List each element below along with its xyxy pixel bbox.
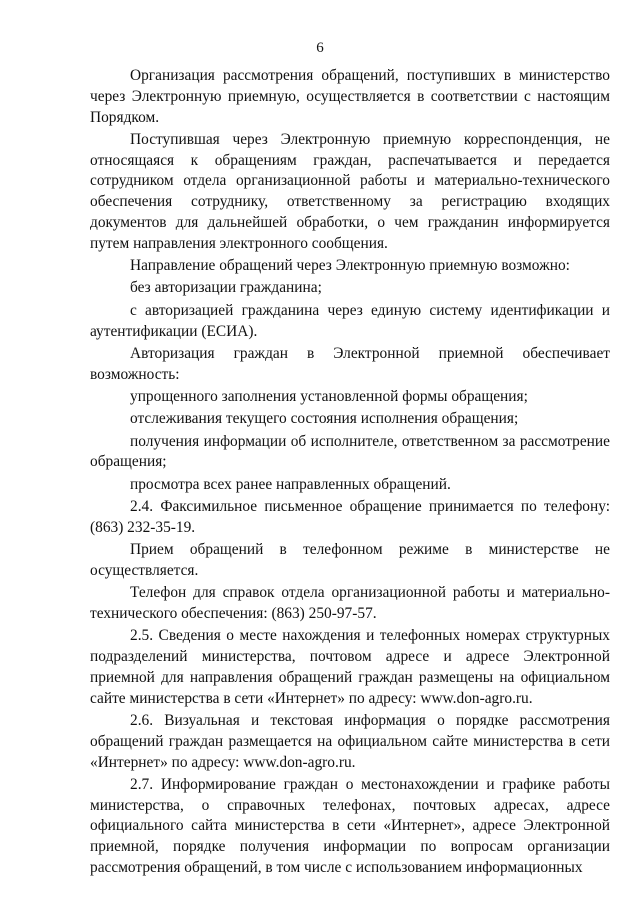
paragraph: Прием обращений в телефонном режиме в министерстве не осуществляется. <box>90 541 610 579</box>
paragraph: Телефон для справок отдела организационной работы и материально-технического обеспечения: (863) 250-97-57. <box>90 584 610 622</box>
list-item: с авторизацией гражданина через единую систему идентификации и аутентификации (ЕСИА). <box>90 301 610 340</box>
paragraph: 2.7. Информирование граждан о местонахождении и графике работы министерства, о справочных телефонах, почтовых адресах, адресе официального сайта министерства в сети «Интернет», адресе Электронной приемной, порядке получения информации по вопросам организации рассмотрения обращений, в том числе с использованием информационных <box>90 775 610 876</box>
paragraph: 2.6. Визуальная и текстовая информация о порядке рассмотрения обращений граждан размещается на официальном сайте министерства в сети «Интернет» по адресу: www.don-agro.ru. <box>90 711 610 771</box>
document-body <box>90 66 610 879</box>
paragraph: Авторизация граждан в Электронной приемной обеспечивает возможность: <box>90 344 610 383</box>
list-item: получения информации об исполнителе, ответственном за рассмотрение обращения; <box>90 432 610 471</box>
page-number: 6 <box>316 40 324 56</box>
list-item: без авторизации гражданина; <box>130 279 322 297</box>
paragraph: 2.5. Сведения о месте нахождения и телефонных номерах структурных подразделений министерства, почтовом адресе и адресе Электронной приемной для направления обращений граждан размещены на официальном сайте министерства в сети «Интернет» по адресу: www.don-agro.ru. <box>90 627 610 707</box>
paragraph: Направление обращений через Электронную приемную возможно: <box>130 257 570 275</box>
paragraph: Поступившая через Электронную приемную корреспонденция, не относящаяся к обращениям граждан, распечатывается и передается сотрудником отдела организационной работы и материально-технического обеспечения сотруднику, ответственному за регистрацию входящих документов для дальнейшей обработки, о чем гражданин информируется путем направления электронного сообщения. <box>90 130 610 252</box>
paragraph: 2.4. Факсимильное письменное обращение принимается по телефону: (863) 232-35-19. <box>90 497 610 536</box>
list-item: отслеживания текущего состояния исполнения обращения; <box>130 410 519 428</box>
list-item: просмотра всех ранее направленных обращений. <box>130 475 451 493</box>
paragraph: Организация рассмотрения обращений, поступивших в министерство через Электронную приемную, осуществляется в соответствии с настоящим Порядком. <box>90 67 610 126</box>
list-item: упрощенного заполнения установленной формы обращения; <box>130 387 528 405</box>
